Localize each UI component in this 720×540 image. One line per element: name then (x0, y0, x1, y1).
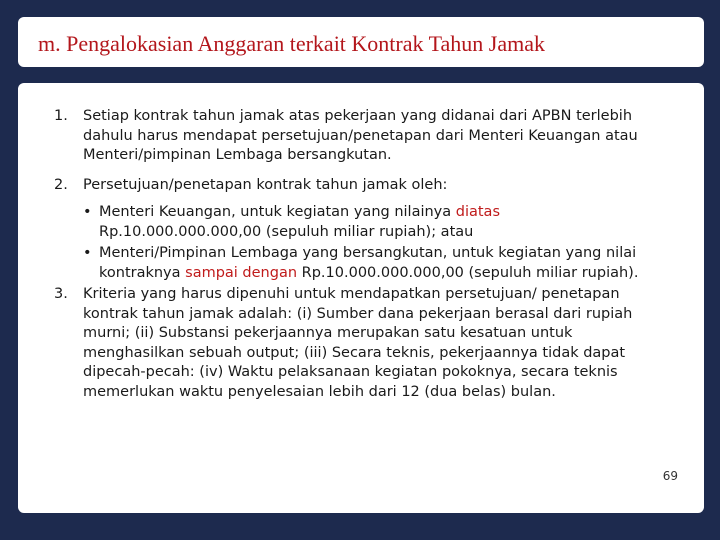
bullet-text-rest: Rp.10.000.000.000,00 (sepuluh miliar rupiah). (297, 264, 639, 281)
list-number: 1. (54, 108, 68, 124)
list-item-text: Persetujuan/penetapan kontrak tahun jamak oleh: (83, 176, 448, 193)
approver-list (83, 203, 654, 283)
bullet-item-minister-agency (83, 244, 654, 283)
list-item-2 (54, 176, 654, 284)
content-panel (18, 83, 704, 513)
title-banner (18, 17, 704, 67)
slide-title: m. Pengalokasian Anggaran terkait Kontrak Tahun Jamak (38, 31, 545, 56)
highlight-text: diatas (455, 204, 500, 220)
list-number: 2. (54, 176, 68, 193)
bullet-text-rest: Rp.10.000.000.000,00 (sepuluh miliar rupiah); atau (99, 223, 474, 240)
bullet-dot-icon: • (83, 204, 92, 220)
list-item-text: Kriteria yang harus dipenuhi untuk mendapatkan persetujuan/ penetapan kontrak tahun jamak adalah: (i) Sumber dana pekerjaan berasal dari rupiah murni; (ii) Substansi pekerjaannya merupakan satu kesatuan untuk menghasilkan sebuah output; (iii) Secara teknis, pekerjaannya tidak dapat dipecah-pecah: (iv) Waktu pelaksanaan kegiatan pokoknya, secara teknis memerlukan waktu penyelesaian lebih dari 12 (dua belas) bulan. (83, 286, 633, 400)
content-list (54, 107, 654, 402)
bullet-text: Menteri/Pimpinan Lembaga yang bersangkutan, untuk kegiatan yang nilai kontraknya (99, 245, 637, 281)
list-item-1 (54, 107, 654, 166)
list-item-text: Setiap kontrak tahun jamak atas pekerjaan yang didanai dari APBN terlebih dahulu harus mendapat persetujuan/penetapan dari Menteri Keuangan atau Menteri/pimpinan Lembaga bersangkutan. (83, 108, 638, 163)
list-item-3 (54, 285, 654, 402)
bullet-item-minister-finance (83, 203, 654, 242)
page-number: 69 (662, 469, 678, 483)
list-number: 3. (54, 286, 68, 302)
bullet-dot-icon: • (83, 245, 92, 261)
highlight-text: sampai dengan (185, 264, 298, 281)
bullet-text: Menteri Keuangan, untuk kegiatan yang nilainya (99, 204, 456, 220)
